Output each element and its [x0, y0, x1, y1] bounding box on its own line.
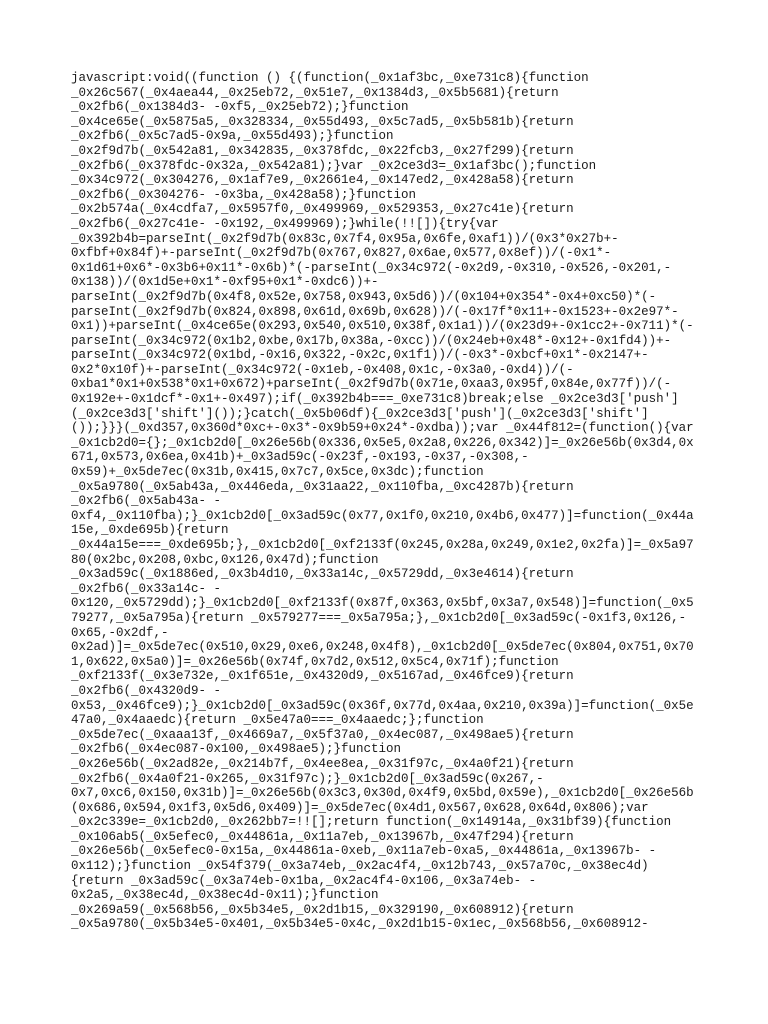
code-line: _0x4ce65e(_0x5875a5,_0x328334,_0x55d493,_0x5c7ad5,_0x5b581b){return: [71, 114, 574, 129]
code-line: _0x2fb6(_0x27c41e- -0x192,_0x499969);}while(!![]){try{var: [71, 216, 499, 231]
code-line: _0x2fb6(_0x4ec087-0x100,_0x498ae5);}function: [71, 742, 402, 757]
code-line: 0x138))/(0x1d5e+0x1*-0xf95+0x1*-0xdc6))+-: [71, 275, 379, 290]
code-line: _0x2fb6(_0x5ab43a- -: [71, 494, 222, 509]
code-line: _0x2fb6(_0x5c7ad5-0x9a,_0x55d493);}function: [71, 129, 394, 144]
code-line: javascript:void((function () {(function(_0x1af3bc,_0xe731c8){function: [71, 71, 589, 85]
code-line: _0x3ad59c(_0x1886ed,_0x3b4d10,_0x33a14c,_0x5729dd,_0x3e4614){return: [71, 567, 574, 582]
code-line: _0x2f9d7b(_0x542a81,_0x342835,_0x378fdc,_0x22fcb3,_0x27f299){return: [71, 143, 574, 158]
code-line: 0x59)+_0x5de7ec(0x31b,0x415,0x7c7,0x5ce,0x3dc);function: [71, 465, 484, 480]
code-line: 0x7,0xc6,0x150,0x31b)]=_0x26e56b(0x3c3,0x30d,0x4f9,0x5bd,0x59e),_0x1cb2d0[_0x26e56b: [71, 786, 694, 801]
code-line: 47a0,_0x4aaedc){return _0x5e47a0===_0x4aaedc;};function: [71, 713, 484, 728]
code-line: _0x5de7ec(_0xaaa13f,_0x4669a7,_0x5f37a0,_0x4ec087,_0x498ae5){return: [71, 727, 574, 742]
code-line: _0x2fb6(_0x378fdc-0x32a,_0x542a81);}var _0x2ce3d3=_0x1af3bc();function: [71, 158, 597, 173]
code-line: 0x2ad)]=_0x5de7ec(0x510,0x29,0xe6,0x248,0x4f8),_0x1cb2d0[_0x5de7ec(0x804,0x751,0x70: [71, 640, 694, 655]
code-line: 0x112);}function _0x54f379(_0x3a74eb,_0x2ac4f4,_0x12b743,_0x57a70c,_0x38ec4d): [71, 859, 649, 874]
code-line: parseInt(_0x2f9d7b(0x824,0x898,0x61d,0x69b,0x628))/(-0x17f*0x11+-0x1523+-0x2e97*-: [71, 304, 679, 319]
code-line: _0x1cb2d0={};_0x1cb2d0[_0x26e56b(0x336,0x5e5,0x2a8,0x226,0x342)]=_0x26e56b(0x3d4,0x: [71, 435, 694, 450]
code-line: _0x2fb6(_0x33a14c- -: [71, 581, 222, 596]
code-line: parseInt(_0x34c972(0x1bd,-0x16,0x322,-0x2c,0x1f1))/(-0x3*-0xbcf+0x1*-0x2147+-: [71, 348, 649, 363]
code-line: (_0x2ce3d3['shift']());}catch(_0x5b06df){_0x2ce3d3['push'](_0x2ce3d3['shift']: [71, 406, 649, 421]
code-line: 0x53,_0x46fce9);}_0x1cb2d0[_0x3ad59c(0x36f,0x77d,0x4aa,0x210,0x39a)]=function(_0x5e: [71, 698, 694, 713]
code-line: 0x1d61+0x6*-0x3b6+0x11*-0x6b)*(-parseInt(_0x34c972(-0x2d9,-0x310,-0x526,-0x201,-: [71, 260, 672, 275]
code-line: _0x26e56b(_0x2ad82e,_0x214b7f,_0x4ee8ea,_0x31f97c,_0x4a0f21){return: [71, 756, 574, 771]
code-line: 0x192e+-0x1dcf*-0x1+-0x497);if(_0x392b4b===_0xe731c8)break;else _0x2ce3d3['push']: [71, 392, 679, 407]
code-line: 0x1))+parseInt(_0x4ce65e(0x293,0x540,0x510,0x38f,0x1a1))/(0x23d9+-0x1cc2+-0x711)*(-: [71, 319, 694, 334]
code-line: 80(0x2bc,0x208,0xbc,0x126,0x47d);function: [71, 552, 379, 567]
code-line: 0x65,-0x2df,-: [71, 625, 169, 640]
code-line: _0xf2133f(_0x3e732e,_0x1f651e,_0x4320d9,_0x5167ad,_0x46fce9){return: [71, 669, 574, 684]
code-line: _0x5a9780(_0x5b34e5-0x401,_0x5b34e5-0x4c,_0x2d1b15-0x1ec,_0x568b56,_0x608912-: [71, 917, 649, 932]
code-line: _0x392b4b=parseInt(_0x2f9d7b(0x83c,0x7f4,0x95a,0x6fe,0xaf1))/(0x3*0x27b+-: [71, 231, 619, 246]
code-line: ());}}}(_0xd357,0x360d*0xc+-0x3*-0x9b59+0x24*-0xdba));var _0x44f812=(function(){var: [71, 421, 694, 436]
code-line: _0x44a15e===_0xde695b;},_0x1cb2d0[_0xf2133f(0x245,0x28a,0x249,0x1e2,0x2fa)]=_0x5a97: [71, 538, 694, 552]
code-line: _0x2c339e=_0x1cb2d0,_0x262bb7=!![];return function(_0x14914a,_0x31bf39){function: [71, 815, 672, 830]
code-line: _0x2b574a(_0x4cdfa7,_0x5957f0,_0x499969,_0x529353,_0x27c41e){return: [71, 202, 574, 217]
code-line: _0x2fb6(_0x304276- -0x3ba,_0x428a58);}function: [71, 187, 417, 202]
code-line: 0x2a5,_0x38ec4d,_0x38ec4d-0x11);}function: [71, 888, 379, 903]
code-line: _0x269a59(_0x568b56,_0x5b34e5,_0x2d1b15,_0x329190,_0x608912){return: [71, 902, 574, 917]
code-line: {return _0x3ad59c(_0x3a74eb-0x1ba,_0x2ac4f4-0x106,_0x3a74eb- -: [71, 873, 537, 888]
code-line: _0x2fb6(_0x1384d3- -0xf5,_0x25eb72);}function: [71, 100, 409, 115]
code-line: 671,0x573,0x6ea,0x41b)+_0x3ad59c(-0x23f,-0x193,-0x37,-0x308,-: [71, 450, 529, 465]
code-line: _0x5a9780(_0x5ab43a,_0x446eda,_0x31aa22,_0x110fba,_0xc4287b){return: [71, 479, 574, 494]
code-line: 0x120,_0x5729dd);}_0x1cb2d0[_0xf2133f(0x87f,0x363,0x5bf,0x3a7,0x548)]=function(_0x5: [71, 596, 694, 611]
code-line: 0xf4,_0x110fba);}_0x1cb2d0[_0x3ad59c(0x77,0x1f0,0x210,0x4b6,0x477)]=function(_0x44a: [71, 508, 694, 523]
code-text-block: [71, 71, 731, 932]
code-line: 1,0x622,0x5a0)]=_0x26e56b(0x74f,0x7d2,0x512,0x5c4,0x71f);function: [71, 654, 559, 669]
code-line: _0x26e56b(_0x5efec0-0x15a,_0x44861a-0xeb,_0x11a7eb-0xa5,_0x44861a,_0x13967b- -: [71, 844, 657, 859]
code-line: _0x106ab5(_0x5efec0,_0x44861a,_0x11a7eb,_0x13967b,_0x47f294){return: [71, 829, 574, 844]
code-line: 0x2*0x10f)+-parseInt(_0x34c972(-0x1eb,-0x408,0x1c,-0x3a0,-0xd4))/(-: [71, 362, 574, 377]
code-line: parseInt(_0x34c972(0x1b2,0xbe,0x17b,0x38a,-0xcc))/(0x24eb+0x48*-0x12+-0x1fd4))+-: [71, 333, 672, 348]
code-line: (0x686,0x594,0x1f3,0x5d6,0x409)]=_0x5de7ec(0x4d1,0x567,0x628,0x64d,0x806);var: [71, 800, 649, 815]
code-line: 0xba1*0x1+0x538*0x1+0x672)+parseInt(_0x2f9d7b(0x71e,0xaa3,0x95f,0x84e,0x77f))/(-: [71, 377, 672, 392]
code-line: _0x34c972(_0x304276,_0x1af7e9,_0x2661e4,_0x147ed2,_0x428a58){return: [71, 173, 574, 188]
code-line: 79277,_0x5a795a){return _0x579277===_0x5a795a;},_0x1cb2d0[_0x3ad59c(-0x1f3,0x126,-: [71, 610, 687, 625]
code-line: _0x2fb6(_0x4a0f21-0x265,_0x31f97c);}_0x1cb2d0[_0x3ad59c(0x267,-: [71, 771, 544, 786]
code-line: 0xfbf+0x84f)+-parseInt(_0x2f9d7b(0x767,0x827,0x6ae,0x577,0x8ef))/(-0x1*-: [71, 246, 612, 261]
code-line: 15e,_0xde695b){return: [71, 523, 229, 538]
code-line: parseInt(_0x2f9d7b(0x4f8,0x52e,0x758,0x943,0x5d6))/(0x104+0x354*-0x4+0xc50)*(-: [71, 289, 657, 304]
code-line: _0x2fb6(_0x4320d9- -: [71, 683, 222, 698]
code-line: _0x26c567(_0x4aea44,_0x25eb72,_0x51e7,_0x1384d3,_0x5b5681){return: [71, 85, 559, 100]
